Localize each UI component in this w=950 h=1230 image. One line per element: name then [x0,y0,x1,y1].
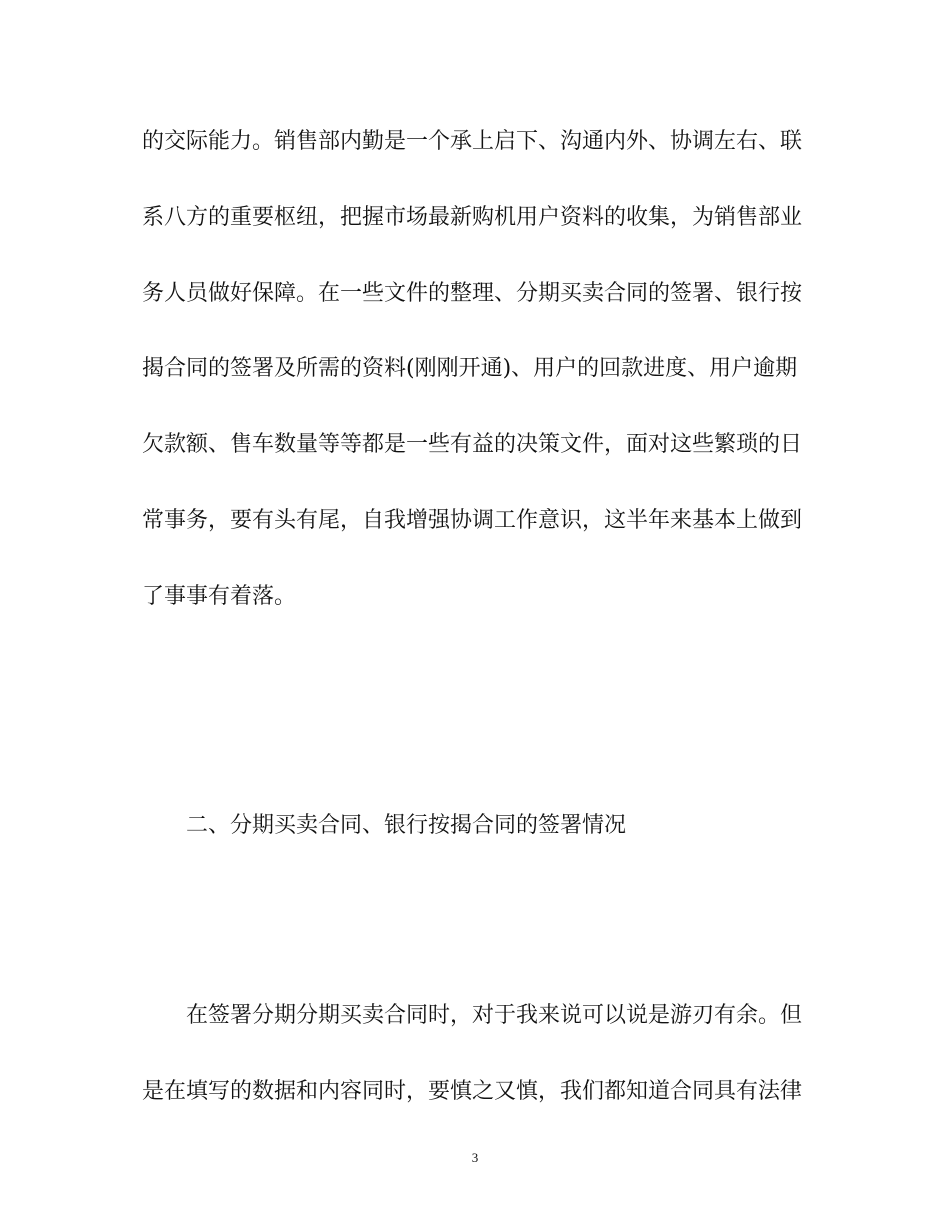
page-number: 3 [471,1150,479,1165]
paragraph-line: 揭合同的签署及所需的资料(刚刚开通)、用户的回款进度、用户逾期 [142,356,798,381]
paragraph-line: 务人员做好保障。在一些文件的整理、分期买卖合同的签署、银行按 [142,281,803,306]
paragraph-line: 是在填写的数据和内容同时，要慎之又慎，我们都知道合同具有法律 [142,1079,803,1104]
paragraph-line: 在签署分期分期买卖合同时，对于我来说可以说是游刃有余。但 [186,1003,803,1028]
section-heading: 二、分期买卖合同、银行按揭合同的签署情况 [186,813,627,838]
paragraph-line: 了事事有着落。 [142,584,297,609]
paragraph-line: 系八方的重要枢纽，把握市场最新购机用户资料的收集，为销售部业 [142,205,803,230]
paragraph-line: 常事务，要有头有尾，自我增强协调工作意识，这半年来基本上做到 [142,508,803,533]
paragraph-line: 欠款额、售车数量等等都是一些有益的决策文件，面对这些繁琐的日 [142,432,803,457]
paragraph-line: 的交际能力。销售部内勤是一个承上启下、沟通内外、协调左右、联 [142,129,803,154]
